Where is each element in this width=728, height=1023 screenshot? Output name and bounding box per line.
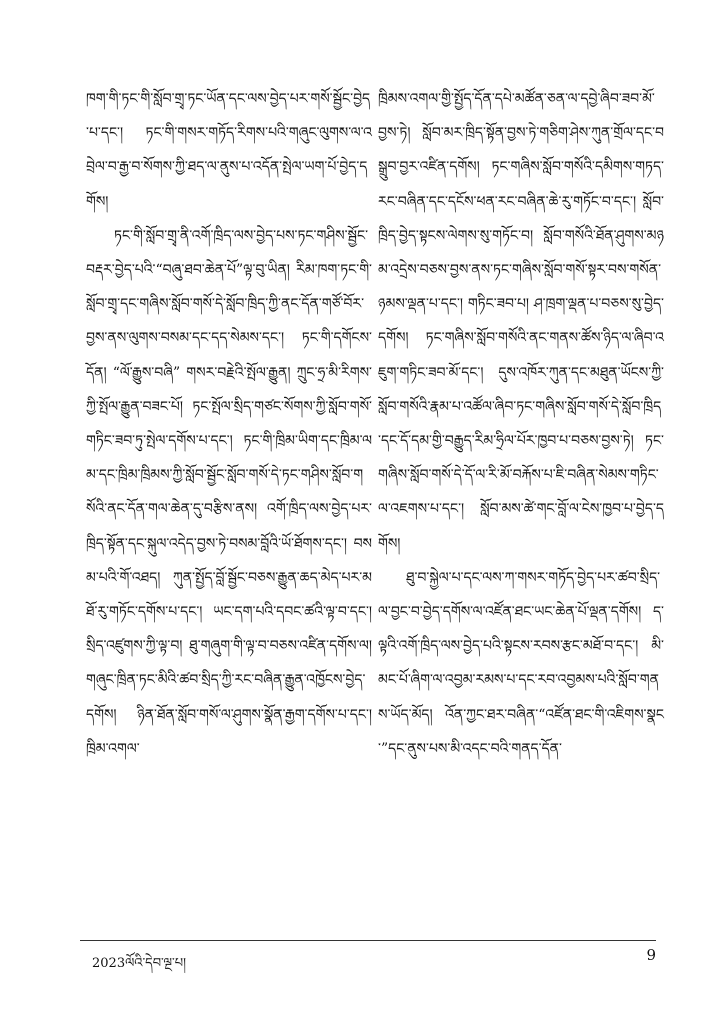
- left-column: [86, 82, 372, 766]
- right-column: [378, 82, 664, 766]
- right-paragraph-1: ཁྲིམས་འགལ་གྱི་སྤྱོད་དོན་དཔེ་མཚོན་ཅན་ལ་དབྱེ་ཞིབ་ཟབ་མོ་བྱས་ཏེ། སློབ་མར་ཁྲིད་སྟོན་བྱས་ཏེ་གཅིག་ཤེས་ཀུན་གྲོལ་དང་བསྒྲུབ་བྱར་འཛིན་དགོས། ཏང་གཞིས་སློབ་གསོའི་དམིགས་གཏད་རང་བཞིན་དང་དངོས་ཕན་རང་བཞིན་ཆེ་རུ་གཏོང་བ་དང་། སློབ་ཁྲིད་བྱེད་སྟངས་ལེགས་སུ་གཏོང་བ། སློབ་གསོའི་ཐོན་ཤུགས་མཉམ་འདྲེས་བཅས་བྱས་ནས་ཏང་གཞིས་སློབ་གསོ་སྟར་བས་གསོན་ཉམས་ལྡན་པ་དང་། གཏིང་ཟབ་པ། ཤ་ཁྲག་ལྡན་པ་བཅས་སུ་བྱེད་དགོས། ཏང་གཞིས་སློབ་གསོའི་ནང་གནས་ཚོས་ཉིད་ལ་ཞིབ་འཇུག་གཏིང་ཟབ་མོ་དང་། དུས་འཁོར་ཀུན་དང་མཐུན་ཡོངས་ཀྱི་སློབ་གསོའི་རྣམ་པ་འཚོལ་ཞིབ་ཏང་གཞིས་སློབ་གསོ་དེ་སློབ་ཁྲིད་དང་དོ་དམ་གྱི་བརྒྱུད་རིམ་ཧྲིལ་པོར་ཁྱབ་པ་བཅས་བྱས་ཏེ། ཏང་གཞིས་སློབ་གསོ་དེ་དོ་ལ་རི་མོ་བརྐོས་པ་ཇི་བཞིན་སེམས་གཏིང་ལ་འཇགས་པ་དང་། སློབ་མས་ཚེ་གང་བློ་ལ་ངེས་ཁྱབ་པ་བྱེད་དགོས།: [378, 91, 664, 552]
- left-paragraph-2: ཏང་གི་སློབ་གྲྭ་ནི་འགོ་ཁྲིད་ལས་བྱེད་པས་ཏང་གཤིས་སྦྱོང་བརྡར་བྱེད་པའི་“བཞུ་ཐབ་ཆེན་པོ”ལྟ་བུ་ཡིན། རིམ་ཁག་ཏང་གི་སློབ་གྲྭ་དང་གཞིས་སློབ་གསོ་དེ་སློབ་ཁྲིད་ཀྱི་ནང་དོན་གཙོ་བོར་བྱས་ནས་ལུགས་བསམ་དང་དད་སེམས་དང་། ཏང་གི་དགོངས་དོན། “ལོ་རྒྱུས་བཞི” གསར་བརྗེའི་སྤོལ་རྒྱུན། ཀྲུང་ཧྲ་མི་རིགས་ཀྱི་སྤོལ་རྒྱུན་བཟང་པོ། ཏང་སྤོལ་སྲིད་གཙང་སོགས་ཀྱི་སློབ་གསོ་གཏིང་ཟབ་ཏུ་སྤེལ་དགོས་པ་དང་། ཏང་གི་ཁྲིམ་ཡིག་དང་ཁྲིམ་ལམ་དང་ཁྲིམ་ཁྲིམས་ཀྱི་སློབ་སྦྱོང་སློབ་གསོ་དེ་ཏང་གཤིས་སློབ་གསོའི་ནང་དོན་གལ་ཆེན་དུ་བརྩིས་ནས། འགོ་ཁྲིད་ལས་བྱེད་པར་ཁྲིད་སྟོན་དང་སྐུལ་འདེད་བྱས་ཏེ་བསམ་བློའི་ཡོ་ཐོགས་དང་། བསམ་པའི་གོ་འཐད། ཀུན་སྤྱོད་བློ་སྦྱོང་བཅས་རྒྱུན་ཆད་མེད་པར་མཐོ་རུ་གཏོང་དགོས་པ་དང་། ཡང་དག་པའི་དབང་ཚའི་ལྟ་བ་དང་། སྲིད་འཛུགས་ཀྱི་ལྟ་བ། ཐུ་གཞུག་གི་ལྟ་བ་བཅས་འཛིན་དགོས་ལ། གཞུང་ཁྲིན་ཏང་མིའི་ཚབ་སྲིད་ཀྱི་རང་བཞིན་རྒྱུན་འཁྱོངས་བྱེད་དགོས། ཉིན་ཐོན་སློབ་གསོ་ལ་ཤུགས་སྣོན་རྒྱག་དགོས་པ་དང་། ཁྲིམ་འགལ་: [86, 227, 372, 757]
- footer-rule: [80, 940, 656, 941]
- left-paragraph-1: ཁག་གི་ཏང་གི་སློབ་གྲྭ་ཏང་ཡོན་དང་ལས་བྱེད་པར་གསོ་སྦྱོང་བྱེད་པ་དང་། ཏང་གི་གསར་གཏོད་རིགས་པའི་གཞུང་ལུགས་ལ་འབྲེལ་བ་རྒྱ་བ་སོགས་ཀྱི་ཐད་ལ་ནུས་པ་འདོན་སྤེལ་ཡག་པོ་བྱེད་དགོས།: [86, 91, 372, 210]
- footer-issue-label: 2023ལོའི་དེབ་ལྔ་པ།: [92, 956, 186, 971]
- page-number: 9: [646, 946, 656, 964]
- right-paragraph-2: ཐུ་བ་སྐྱེལ་པ་དང་ལས་ཀ་གསར་གཏོད་བྱེད་པར་ཚབ་སྲིད་ལ་བྱང་བ་བྱེད་དགོས་ལ་འཛོན་ཐང་ཡང་ཆེན་པོ་ལྡན་དགོས། ད་ལྟའི་འགོ་ཁྲིད་ལས་བྱེད་པའི་སྟངས་རབས་རྩང་མཐོ་བ་དང་། མི་མང་པོ་ཞིག་ལ་འབྱམ་རམས་པ་དང་རབ་འབྱམས་པའི་སློབ་གནས་ཡོད་མོད། འོན་ཀྱང་ཐར་བཞིན་“འཛོན་ཐང་གི་འཇིགས་སྣང་”དང་ནུས་པས་མི་འདང་བའི་གནད་དོན་: [378, 569, 664, 757]
